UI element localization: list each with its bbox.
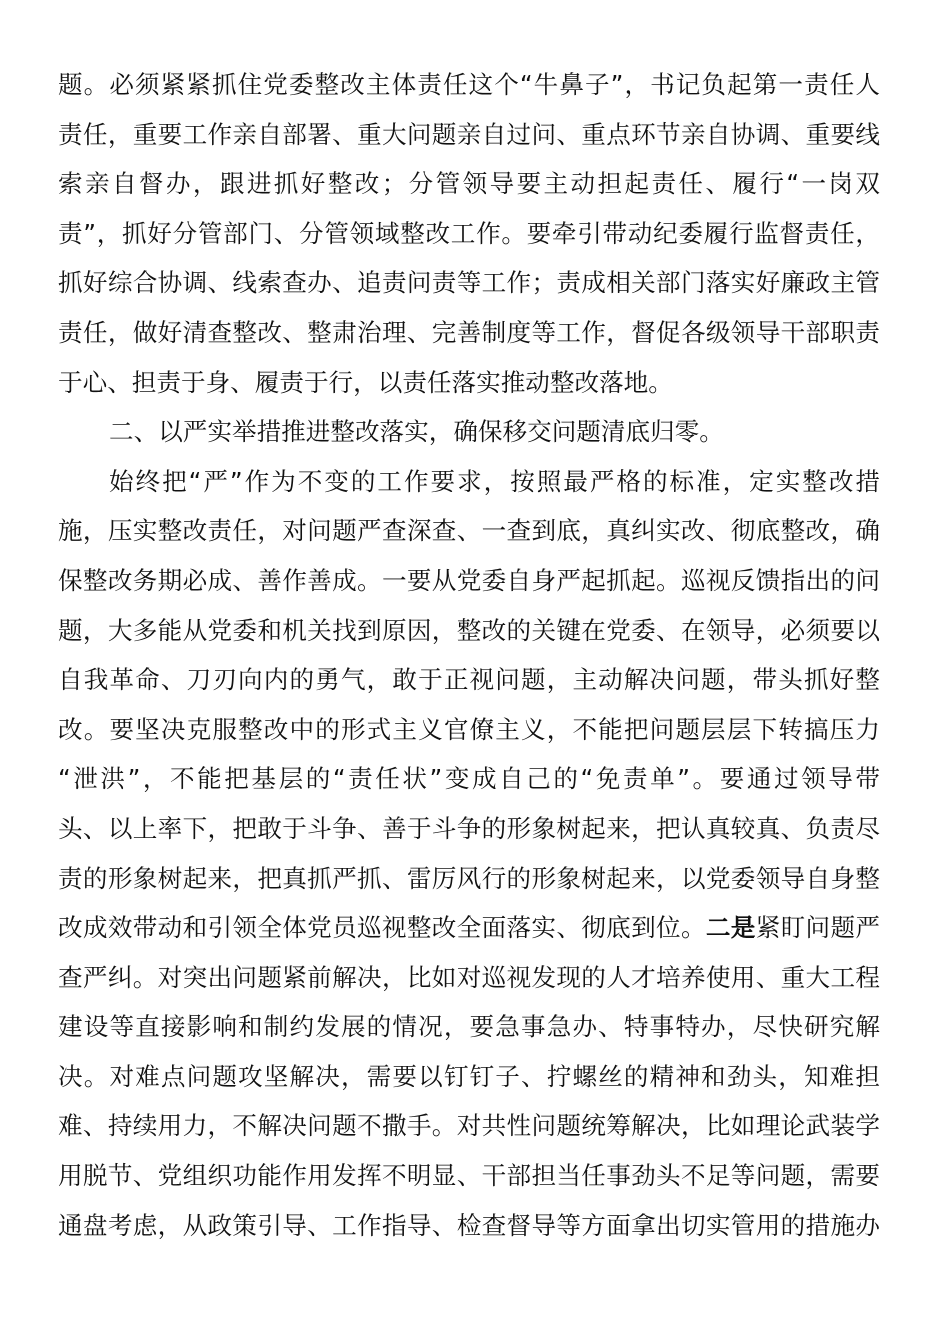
text-line: 施，压实整改责任，对问题严查深查、一查到底，真纠实改、彻底整改，确 bbox=[58, 516, 880, 546]
text-line: 决。对难点问题攻坚解决，需要以钉钉子、拧螺丝的精神和劲头，知难担 bbox=[58, 1061, 880, 1091]
text-line: “泄洪”，不能把基层的“责任状”变成自己的“免责单”。要通过领导带 bbox=[58, 764, 880, 794]
text-line: 建设等直接影响和制约发展的情况，要急事急办、特事特办，尽快研究解 bbox=[58, 1012, 880, 1042]
text-line: 抓好综合协调、线索查办、追责问责等工作；责成相关部门落实好廉政主管 bbox=[58, 268, 880, 298]
bold-lead: 二是 bbox=[705, 913, 756, 943]
text-segment: 改成效带动和引领全体党员巡视整改全面落实、彻底到位。 bbox=[58, 913, 706, 943]
text-line bbox=[58, 903, 880, 953]
text-line: 查严纠。对突出问题紧前解决，比如对巡视发现的人才培养使用、重大工程 bbox=[58, 962, 880, 992]
text-line: 责任，做好清查整改、整肃治理、完善制度等工作，督促各级领导干部职责 bbox=[58, 317, 880, 347]
text-line: 保整改务期必成、善作善成。一要从党委自身严起抓起。巡视反馈指出的问 bbox=[58, 565, 880, 595]
text-line: 始终把“严”作为不变的工作要求，按照最严格的标准，定实整改措 bbox=[109, 466, 880, 496]
section-heading: 二、以严实举措推进整改落实，确保移交问题清底归零。 bbox=[109, 417, 724, 447]
text-line: 自我革命、刀刃向内的勇气，敢于正视问题，主动解决问题，带头抓好整 bbox=[58, 665, 880, 695]
text-line: 责任，重要工作亲自部署、重大问题亲自过问、重点环节亲自协调、重要线 bbox=[58, 119, 880, 149]
text-line: 责的形象树起来，把真抓严抓、雷厉风行的形象树起来，以党委领导自身整 bbox=[58, 863, 880, 893]
text-line: 用脱节、党组织功能作用发挥不明显、干部担当任事劲头不足等问题，需要 bbox=[58, 1161, 880, 1191]
document-page bbox=[58, 60, 880, 1250]
text-line: 索亲自督办，跟进抓好整改；分管领导要主动担起责任、履行“一岗双 bbox=[58, 169, 880, 199]
text-line: 改。要坚决克服整改中的形式主义官僚主义，不能把问题层层下转搞压力 bbox=[58, 714, 880, 744]
text-segment: 紧盯问题严 bbox=[755, 913, 880, 943]
text-line: 于心、担责于身、履责于行，以责任落实推动整改落地。 bbox=[58, 367, 673, 397]
text-line: 题。必须紧紧抓住党委整改主体责任这个“牛鼻子”，书记负起第一责任人 bbox=[58, 70, 880, 99]
text-line: 头、以上率下，把敢于斗争、善于斗争的形象树起来，把认真较真、负责尽 bbox=[58, 813, 880, 843]
text-line: 责”，抓好分管部门、分管领域整改工作。要牵引带动纪委履行监督责任， bbox=[58, 218, 880, 248]
text-line: 难、持续用力，不解决问题不撒手。对共性问题统筹解决，比如理论武装学 bbox=[58, 1111, 880, 1141]
text-line: 通盘考虑，从政策引导、工作指导、检查督导等方面拿出切实管用的措施办 bbox=[58, 1210, 880, 1240]
text-line: 题，大多能从党委和机关找到原因，整改的关键在党委、在领导，必须要以 bbox=[58, 615, 880, 645]
